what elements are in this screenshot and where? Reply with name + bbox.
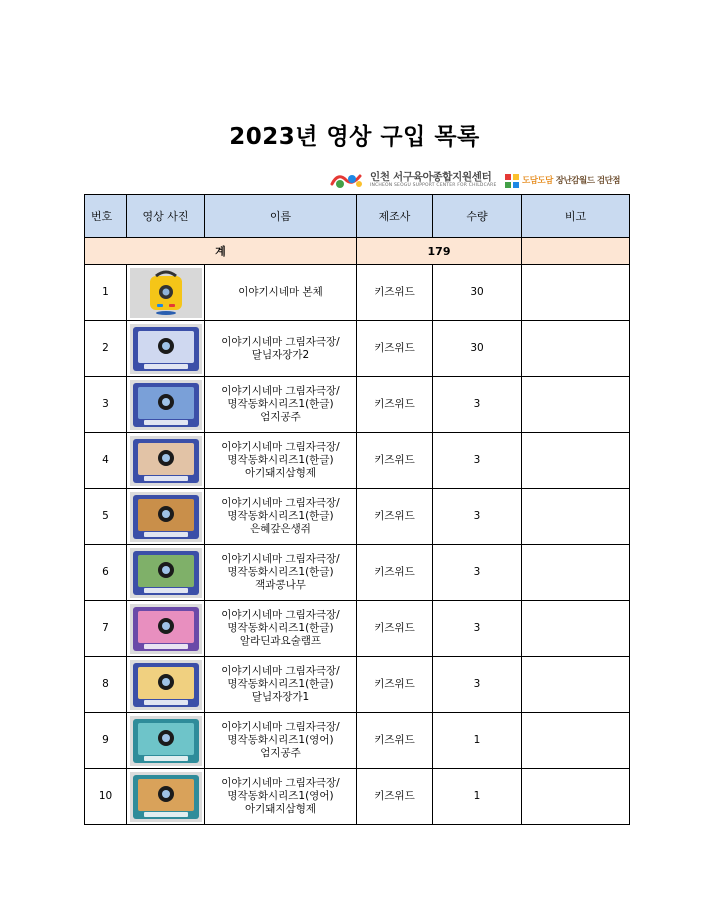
row-name-line: 잭과콩나무 [255, 579, 306, 591]
row-name-line: 명작동화시리즈1(한글) [227, 398, 334, 410]
table-row [85, 321, 630, 377]
row-note [522, 601, 630, 657]
toy-world-logo-branch: 장난감월드 검단점 [555, 176, 621, 186]
row-quantity: 3 [433, 601, 522, 657]
row-maker: 키즈위드 [357, 265, 433, 321]
film-card-icon [130, 604, 202, 654]
row-photo-cell [127, 713, 205, 769]
row-name-line: 이야기시네마 본체 [238, 286, 323, 298]
row-name [205, 489, 357, 545]
row-note [522, 265, 630, 321]
row-name [205, 657, 357, 713]
row-name-line: 엄지공주 [260, 747, 301, 759]
film-card-icon [130, 716, 202, 766]
row-number: 9 [85, 713, 127, 769]
row-maker: 키즈위드 [357, 433, 433, 489]
row-name [205, 433, 357, 489]
row-name [205, 545, 357, 601]
header-quantity: 수량 [433, 195, 522, 238]
row-quantity: 30 [433, 265, 522, 321]
row-maker: 키즈위드 [357, 657, 433, 713]
total-note [522, 238, 630, 265]
row-maker: 키즈위드 [357, 713, 433, 769]
row-name [205, 601, 357, 657]
row-name-line: 이야기시네마 그림자극장/ [221, 441, 340, 453]
row-photo-cell [127, 433, 205, 489]
table-row [85, 265, 630, 321]
row-name-line: 이야기시네마 그림자극장/ [221, 721, 340, 733]
total-quantity: 179 [357, 238, 522, 265]
header-note: 비고 [522, 195, 630, 238]
row-name-line: 이야기시네마 그림자극장/ [221, 609, 340, 621]
row-photo-cell [127, 321, 205, 377]
row-photo-cell [127, 377, 205, 433]
row-name [205, 769, 357, 825]
row-name-line: 명작동화시리즈1(한글) [227, 566, 334, 578]
row-name-line: 달님자장가1 [251, 691, 310, 703]
toy-world-logo [505, 170, 620, 190]
row-name-line: 명작동화시리즈1(한글) [227, 678, 334, 690]
row-maker: 키즈위드 [357, 489, 433, 545]
row-name-line: 명작동화시리즈1(한글) [227, 510, 334, 522]
row-name-line: 명작동화시리즈1(영어) [227, 734, 334, 746]
row-maker: 키즈위드 [357, 545, 433, 601]
row-name-line: 명작동화시리즈1(한글) [227, 454, 334, 466]
film-card-icon [130, 380, 202, 430]
row-note [522, 377, 630, 433]
row-photo-cell [127, 769, 205, 825]
row-number: 7 [85, 601, 127, 657]
row-name-line: 이야기시네마 그림자극장/ [221, 497, 340, 509]
row-photo-cell [127, 601, 205, 657]
center-logo-icon [330, 170, 364, 190]
row-quantity: 30 [433, 321, 522, 377]
row-note [522, 489, 630, 545]
row-name-line: 명작동화시리즈1(영어) [227, 790, 334, 802]
row-number: 5 [85, 489, 127, 545]
table-header-row [85, 195, 630, 238]
table-row [85, 713, 630, 769]
row-name [205, 265, 357, 321]
center-logo-english: INCHEON SEOGU SUPPORT CENTER FOR CHILDCARE [370, 183, 497, 188]
center-logo-name: 인천 서구육아종합지원센터 [370, 171, 492, 183]
row-quantity: 3 [433, 433, 522, 489]
table-row [85, 769, 630, 825]
row-name-line: 이야기시네마 그림자극장/ [221, 777, 340, 789]
row-quantity: 3 [433, 657, 522, 713]
row-quantity: 1 [433, 713, 522, 769]
table-row [85, 545, 630, 601]
film-card-icon [130, 492, 202, 542]
film-card-icon [130, 324, 202, 374]
row-quantity: 3 [433, 489, 522, 545]
row-quantity: 1 [433, 769, 522, 825]
row-name-line: 이야기시네마 그림자극장/ [221, 665, 340, 677]
row-name-line: 알라딘과요술램프 [239, 635, 322, 647]
row-number: 8 [85, 657, 127, 713]
row-name-line: 달님자장가2 [251, 348, 310, 361]
row-name-line: 엄지공주 [260, 411, 301, 423]
row-name-line: 이야기시네마 그림자극장/ [221, 553, 340, 565]
row-name-line: 은혜갚은생쥐 [250, 523, 311, 535]
row-maker: 키즈위드 [357, 377, 433, 433]
row-photo-cell [127, 265, 205, 321]
row-photo-cell [127, 657, 205, 713]
row-name-line: 아기돼지삼형제 [244, 803, 316, 815]
row-number: 4 [85, 433, 127, 489]
purchase-table [84, 194, 630, 825]
row-photo-cell [127, 545, 205, 601]
header-name: 이름 [205, 195, 357, 238]
row-note [522, 713, 630, 769]
row-number: 10 [85, 769, 127, 825]
table-row [85, 601, 630, 657]
film-card-icon [130, 772, 202, 822]
row-photo-cell [127, 489, 205, 545]
row-note [522, 321, 630, 377]
header-maker: 제조사 [357, 195, 433, 238]
total-label: 계 [85, 238, 357, 265]
table-row [85, 489, 630, 545]
row-note [522, 769, 630, 825]
row-maker: 키즈위드 [357, 321, 433, 377]
row-note [522, 433, 630, 489]
row-note [522, 545, 630, 601]
row-maker: 키즈위드 [357, 769, 433, 825]
yellow-camera-icon [130, 268, 202, 318]
row-quantity: 3 [433, 377, 522, 433]
film-card-icon [130, 436, 202, 486]
row-number: 6 [85, 545, 127, 601]
center-logo [330, 169, 497, 191]
film-card-icon [130, 660, 202, 710]
toy-world-logo-name: 도담도담 [522, 176, 553, 186]
film-card-icon [130, 548, 202, 598]
row-name-line: 아기돼지삼형제 [244, 467, 316, 479]
row-name-line: 이야기시네마 그림자극장/ [221, 385, 340, 397]
row-name [205, 713, 357, 769]
row-name-line: 명작동화시리즈1(한글) [227, 622, 334, 634]
row-number: 2 [85, 321, 127, 377]
row-name-line: 이야기시네마 그림자극장/ [221, 335, 340, 348]
row-maker: 키즈위드 [357, 601, 433, 657]
row-note [522, 657, 630, 713]
table-row [85, 377, 630, 433]
total-row [85, 238, 630, 265]
row-name [205, 377, 357, 433]
table-row [85, 657, 630, 713]
row-quantity: 3 [433, 545, 522, 601]
row-number: 3 [85, 377, 127, 433]
row-name [205, 321, 357, 377]
page-title: 2023년 영상 구입 목록 [229, 124, 480, 150]
header-photo: 영상 사진 [127, 195, 205, 238]
table-row [85, 433, 630, 489]
toy-world-logo-icon [505, 173, 519, 187]
header-number: 번호 [85, 195, 127, 238]
row-number: 1 [85, 265, 127, 321]
